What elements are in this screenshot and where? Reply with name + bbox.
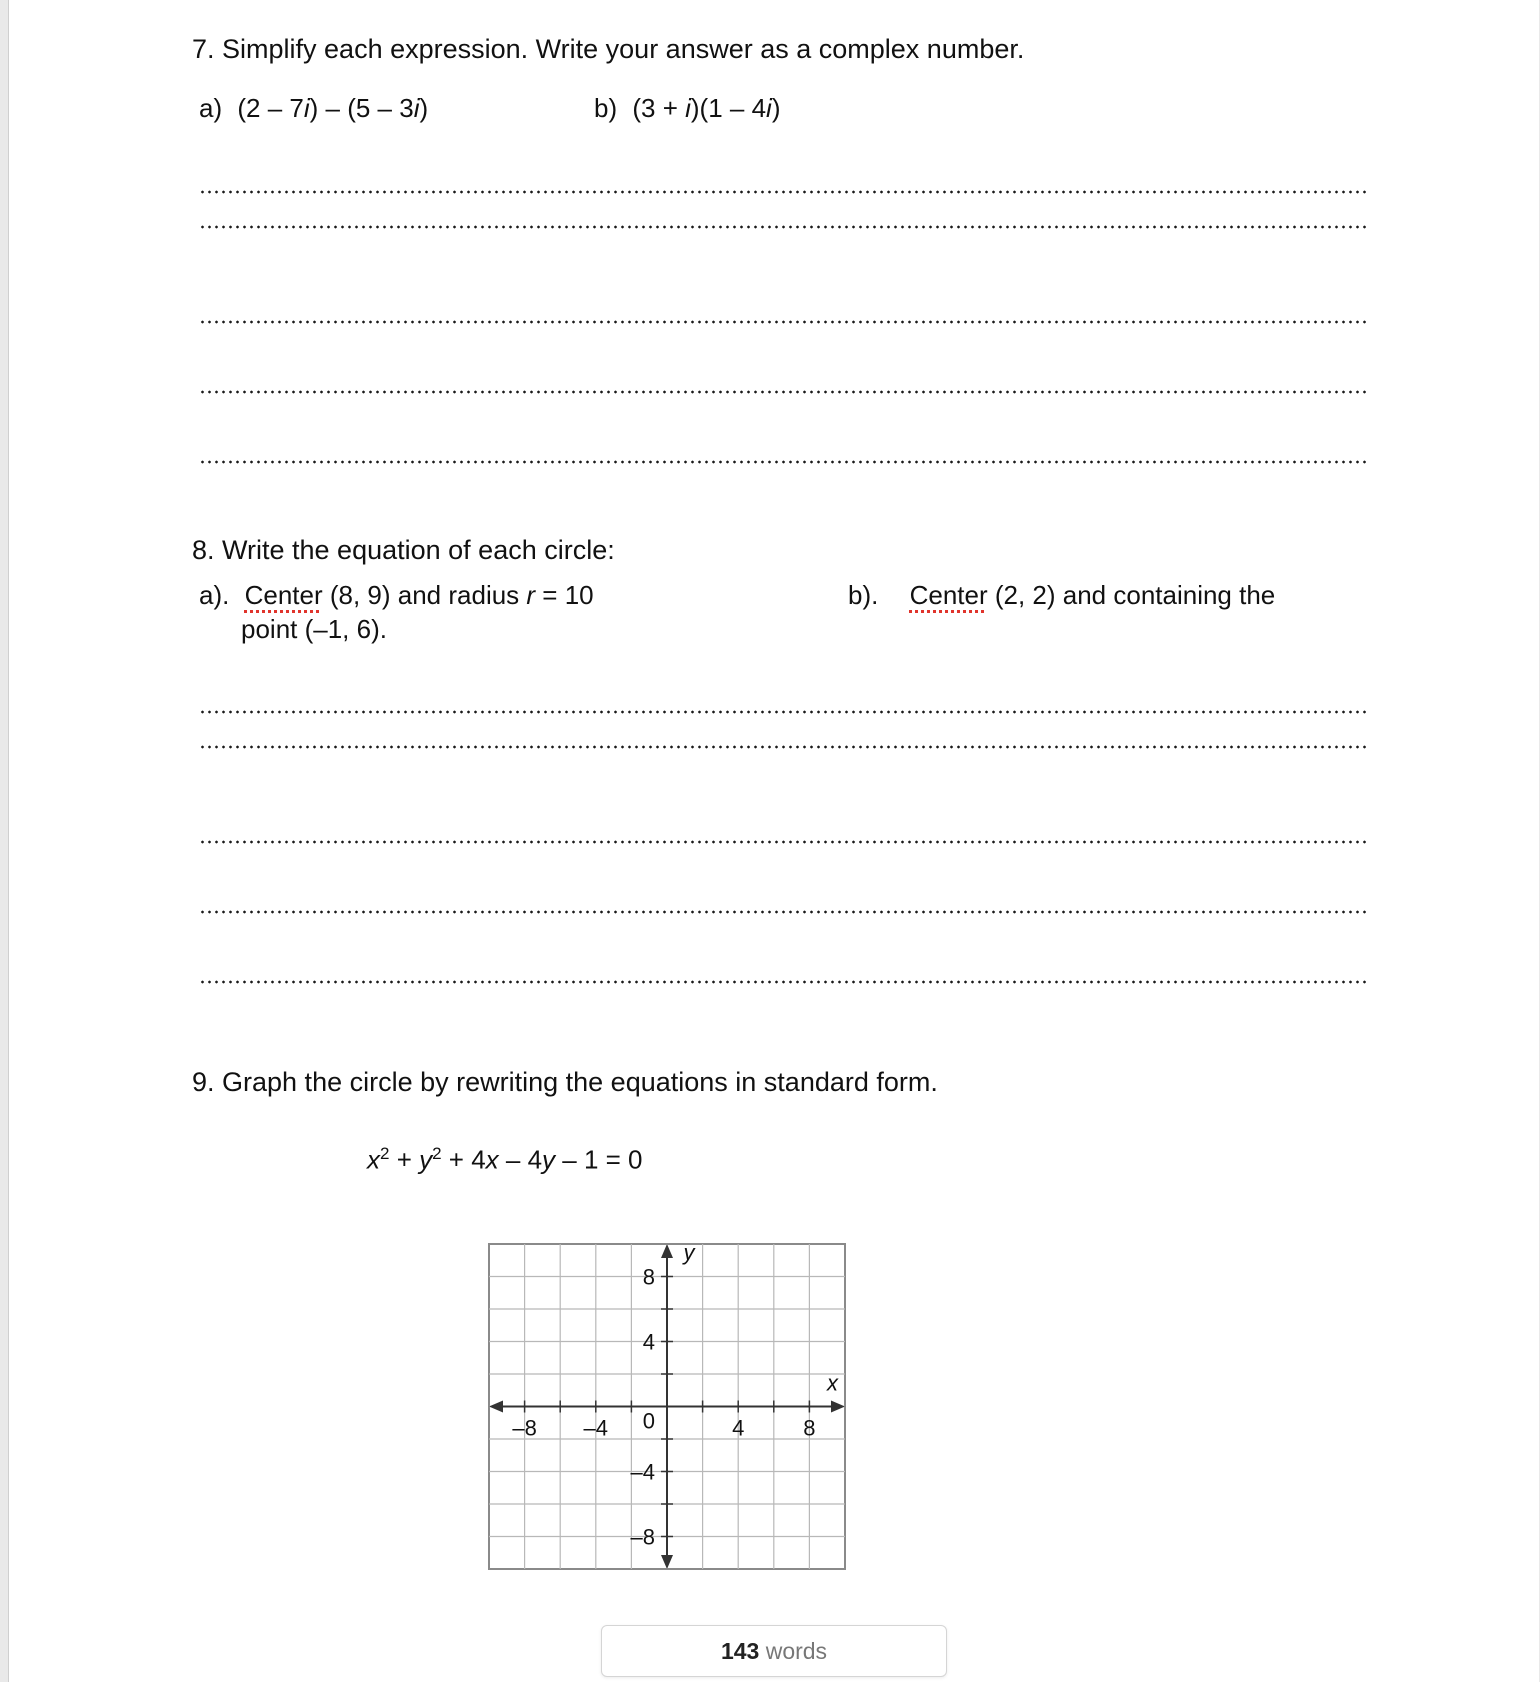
question-9-title: 9. Graph the circle by rewriting the equations in standard form. bbox=[192, 1067, 938, 1097]
y-axis-label: y bbox=[683, 1242, 695, 1265]
question-8a-label: a). bbox=[199, 580, 230, 610]
document-page bbox=[8, 0, 1539, 1682]
question-8-title: 8. Write the equation of each circle: bbox=[192, 535, 615, 565]
answer-line bbox=[199, 980, 1367, 984]
answer-line bbox=[199, 910, 1367, 914]
question-7a-expression: (2 – 7i) – (5 – 3i) bbox=[237, 93, 429, 123]
word-count-value: 143 bbox=[720, 1638, 760, 1664]
answer-line bbox=[199, 225, 1367, 229]
y-tick-label: 8 bbox=[642, 1264, 655, 1290]
question-7-title: 7. Simplify each expression. Write your answer as a complex number. bbox=[192, 34, 1025, 64]
coordinate-grid-chart bbox=[487, 1242, 847, 1572]
x-tick-label: –8 bbox=[512, 1415, 537, 1441]
question-8b-label: b). bbox=[848, 580, 879, 610]
spelling-flag-center[interactable]: Center bbox=[244, 580, 323, 610]
x-tick-label: 4 bbox=[732, 1415, 745, 1441]
answer-line bbox=[199, 745, 1367, 749]
x-tick-label: 8 bbox=[803, 1415, 816, 1441]
question-7a bbox=[199, 91, 428, 125]
y-tick-label: –8 bbox=[630, 1524, 655, 1550]
answer-line bbox=[199, 190, 1367, 194]
word-count-unit: words bbox=[759, 1638, 828, 1664]
x-tick-label: –4 bbox=[583, 1415, 609, 1441]
answer-line bbox=[199, 460, 1367, 464]
question-8b: b). Center (2, 2) and containing the bbox=[848, 580, 1276, 610]
question-7b-label: b) bbox=[594, 93, 618, 123]
origin-label: 0 bbox=[642, 1408, 655, 1434]
question-7b-expression: (3 + i)(1 – 4i) bbox=[632, 93, 781, 123]
answer-line bbox=[199, 840, 1367, 844]
question-8a: a). Center (8, 9) and radius r = 10 bbox=[199, 580, 594, 610]
question-8a-line2: point (–1, 6). bbox=[241, 614, 387, 644]
question-7b bbox=[594, 91, 781, 125]
y-tick-label: –4 bbox=[630, 1459, 655, 1485]
question-9-equation: $x^2 + y^2 + 4x - 4y - 1 = 0$ bbox=[367, 1144, 643, 1175]
answer-line bbox=[199, 710, 1367, 714]
question-7a-label: a) bbox=[199, 93, 223, 123]
x-axis-label: x bbox=[827, 1370, 839, 1396]
y-tick-label: 4 bbox=[642, 1329, 655, 1355]
word-count-badge[interactable] bbox=[601, 1625, 947, 1677]
answer-line bbox=[199, 390, 1367, 394]
answer-line bbox=[199, 320, 1367, 324]
spelling-flag-center[interactable]: Center bbox=[909, 580, 988, 610]
